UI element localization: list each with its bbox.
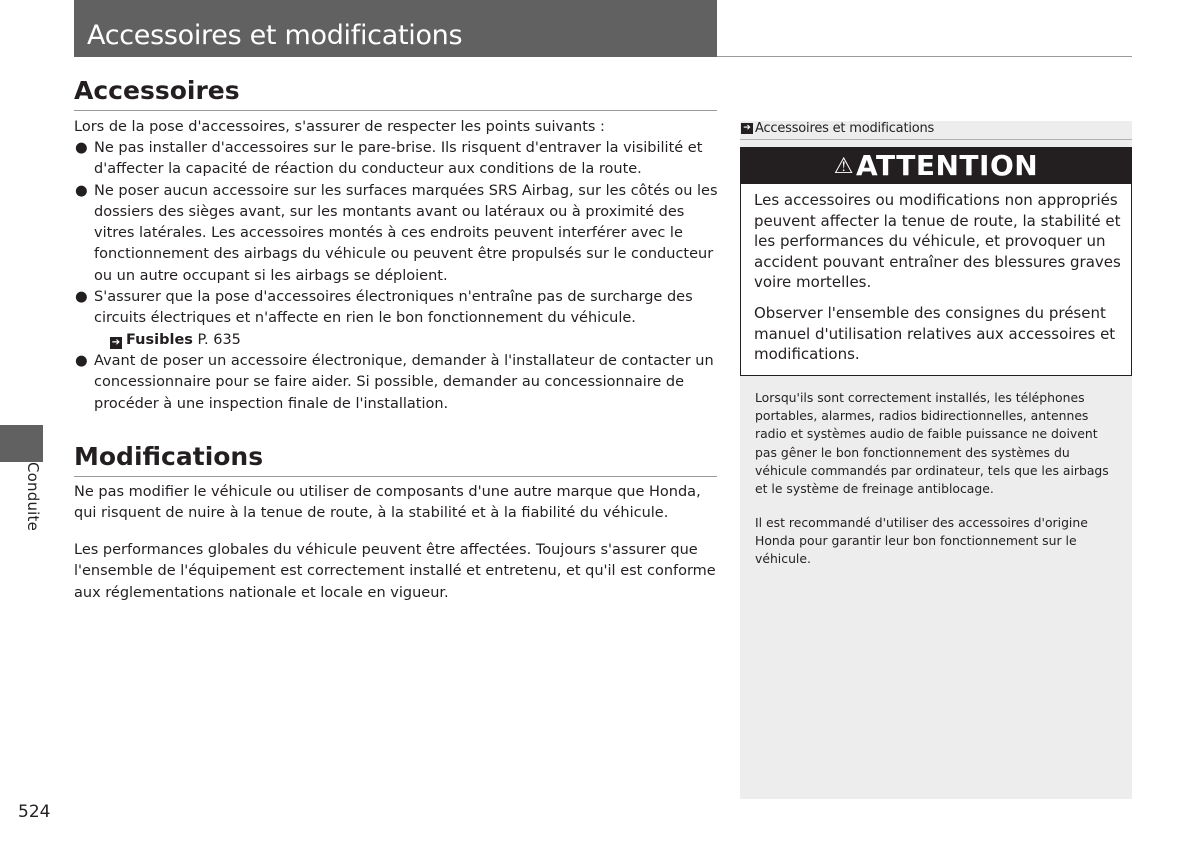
chapter-banner <box>74 0 717 57</box>
bullet-text: Avant de poser un accessoire électronique, demander à l'installateur de contacter un concessionnaire pour se faire aider. Si possible, demander au concessionnaire de procéder à une inspection finale de l'installation. <box>94 352 714 412</box>
bullet-icon: ● <box>75 289 88 306</box>
accessoires-intro: Lors de la pose d'accessoires, s'assurer de respecter les points suivants : <box>74 119 605 135</box>
warning-text-1: Les accessoires ou modifications non appropriés peuvent affecter la tenue de route, la stabilité et les performances du véhicule, et provoquer un accident pouvant entraîner des blessures graves voire mortelles. <box>754 191 1121 291</box>
warning-triangle-icon: ⚠ <box>833 154 855 179</box>
sidebar-header-rule <box>740 139 1132 140</box>
arrow-right-icon: ➔ <box>741 123 753 134</box>
section-rule <box>74 110 717 111</box>
reference-label: Fusibles <box>126 331 193 348</box>
sidebar-note-1: Lorsqu'ils sont correctement installés, les téléphones portables, alarmes, radios bidirectionnelles, antennes radio et systèmes audio de faible puissance ne doivent pas gêner le bon fonctionnement des systèmes du véhicule commandés par ordinateur, tels que les airbags et le système de freinage antiblocage. <box>755 390 1109 497</box>
list-item <box>74 181 719 287</box>
list-item <box>74 287 719 351</box>
bullet-text: Ne poser aucun accessoire sur les surfaces marquées SRS Airbag, sur les côtés ou les dossiers des sièges avant, sur les montants avant ou latéraux ou à proximité des vitres latérales. Les accessoires montés à ces endroits peuvent interférer avec le fonctionnement des airbags du véhicule ou peuvent être propulsés sur le conducteur ou un autre occupant si les airbags se déploient. <box>94 182 718 284</box>
section-heading-modifications: Modifications <box>74 442 264 471</box>
banner-title: Accessoires et modifications <box>87 20 463 51</box>
bullet-icon: ● <box>75 352 88 369</box>
modifications-paragraph-2: Les performances globales du véhicule peuvent être affectées. Toujours s'assurer que l'ensemble de l'équipement est correctement installé et entretenu, et qu'il est conforme aux réglementations nationale et locale en vigueur. <box>74 542 716 601</box>
section-rule <box>74 476 717 477</box>
sidebar-note-2: Il est recommandé d'utiliser des accessoires d'origine Honda pour garantir leur bon fonctionnement sur le véhicule. <box>755 515 1088 567</box>
list-item <box>74 138 719 181</box>
fusibles-reference-link[interactable] <box>94 330 719 351</box>
list-item <box>74 351 719 415</box>
chapter-tab <box>0 425 43 462</box>
bullet-icon: ● <box>75 182 88 199</box>
warning-box <box>740 147 1132 376</box>
page-number: 524 <box>18 802 51 822</box>
bullet-text: Ne pas installer d'accessoires sur le pare-brise. Ils risquent d'entraver la visibilité et d'affecter la capacité de réaction du conducteur aux conditions de la route. <box>94 140 703 178</box>
bullet-icon: ● <box>75 140 88 156</box>
banner-rule <box>717 56 1132 57</box>
warning-title: ATTENTION <box>856 149 1039 182</box>
modifications-paragraph-1: Ne pas modifier le véhicule ou utiliser de composants d'une autre marque que Honda, qui risquent de nuire à la tenue de route, à la stabilité et à la fiabilité du véhicule. <box>74 484 701 522</box>
arrow-right-icon: ➔ <box>111 336 121 348</box>
reference-page: P. 635 <box>197 331 241 348</box>
bullet-text: S'assurer que la pose d'accessoires électroniques n'entraîne pas de surcharge des circuits électriques et n'affecte en rien le bon fonctionnement du véhicule. <box>94 289 693 327</box>
warning-text-2: Observer l'ensemble des consignes du présent manuel d'utilisation relatives aux accessoires et modifications. <box>754 304 1116 363</box>
sidebar-header <box>740 121 1132 139</box>
accessoires-bullet-list <box>74 138 719 415</box>
sidebar-header-text: Accessoires et modifications <box>755 121 935 136</box>
warning-header <box>741 148 1131 184</box>
section-heading-accessoires: Accessoires <box>74 76 240 105</box>
chapter-tab-label: Conduite <box>24 462 42 532</box>
